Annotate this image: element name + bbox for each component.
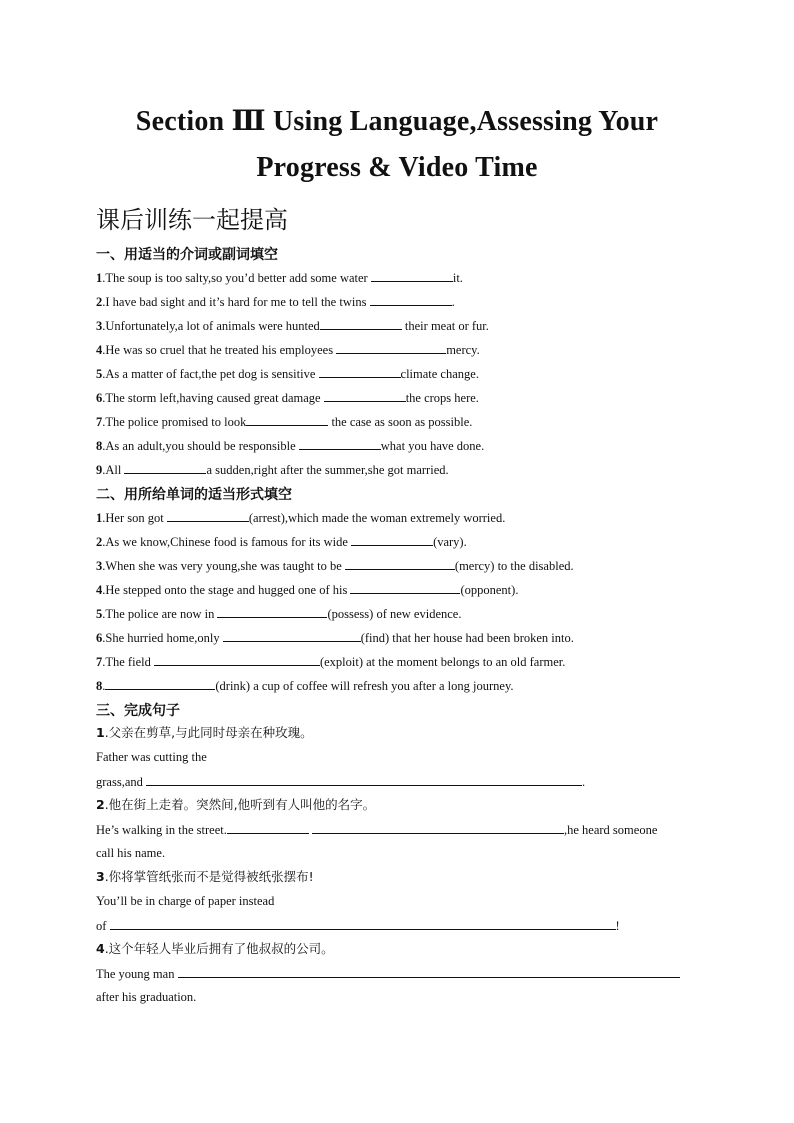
- section-heading-3: 三、完成句子: [96, 703, 180, 719]
- sentence-line: grass,and .: [96, 775, 586, 789]
- answer-blank[interactable]: [299, 437, 381, 450]
- exercise-item: 8.As an adult,you should be responsible what you have done.: [96, 439, 485, 453]
- exercise-item: 5.As a matter of fact,the pet dog is sensitive climate change.: [96, 367, 479, 381]
- exercise-item: 3.Unfortunately,a lot of animals were hunted their meat or fur.: [96, 319, 489, 333]
- answer-blank[interactable]: [312, 821, 564, 834]
- exercise-item: 1.The soup is too salty,so you’d better add some water it.: [96, 271, 463, 285]
- answer-blank[interactable]: [154, 653, 320, 666]
- page-title-line-1: Section Ⅲ Using Language,Assessing Your: [135, 106, 659, 137]
- exercise-item: 7.The field (exploit) at the moment belongs to an old farmer.: [96, 655, 566, 669]
- answer-blank[interactable]: [336, 341, 446, 354]
- answer-blank[interactable]: [370, 293, 452, 306]
- answer-blank[interactable]: [371, 269, 453, 282]
- exercise-item: 9.All a sudden,right after the summer,she got married.: [96, 463, 449, 477]
- answer-blank[interactable]: [124, 461, 206, 474]
- exercise-item: 2.As we know,Chinese food is famous for its wide (vary).: [96, 535, 467, 549]
- exercise-item: 3.When she was very young,she was taught to be (mercy) to the disabled.: [96, 559, 574, 573]
- sentence-prompt: 2.他在街上走着。突然间,他听到有人叫他的名字。: [96, 797, 376, 812]
- sentence-line: Father was cutting the: [96, 750, 207, 764]
- page-title-line-2: Progress & Video Time: [256, 152, 538, 183]
- answer-blank[interactable]: [324, 389, 406, 402]
- exercise-item: 7.The police promised to look the case as soon as possible.: [96, 415, 473, 429]
- sentence-line: after his graduation.: [96, 990, 197, 1004]
- answer-blank[interactable]: [110, 917, 616, 930]
- answer-blank[interactable]: [345, 557, 455, 570]
- sentence-line: You’ll be in charge of paper instead: [96, 894, 275, 908]
- sentence-prompt: 4.这个年轻人毕业后拥有了他叔叔的公司。: [96, 941, 334, 956]
- answer-blank[interactable]: [223, 629, 361, 642]
- sentence-prompt: 1.父亲在剪草,与此同时母亲在种玫瑰。: [96, 725, 313, 740]
- exercise-item: 4.He was so cruel that he treated his employees mercy.: [96, 343, 480, 357]
- section-heading-1: 一、用适当的介词或副词填空: [96, 247, 278, 263]
- exercise-item: 4.He stepped onto the stage and hugged one of his (opponent).: [96, 583, 519, 597]
- sentence-line: He’s walking in the street. ,he heard someone: [96, 823, 658, 837]
- answer-blank[interactable]: [227, 821, 309, 834]
- exercise-item: 1.Her son got (arrest),which made the woman extremely worried.: [96, 511, 506, 525]
- sentence-line: The young man: [96, 965, 680, 982]
- answer-blank[interactable]: [217, 605, 327, 618]
- sentence-line: call his name.: [96, 846, 166, 860]
- answer-blank[interactable]: [351, 533, 433, 546]
- sentence-prompt: 3.你将掌管纸张而不是觉得被纸张摆布!: [96, 869, 314, 884]
- exercise-item: 8. (drink) a cup of coffee will refresh you after a long journey.: [96, 679, 514, 693]
- page-subtitle: 课后训练一起提高: [96, 206, 288, 234]
- answer-blank[interactable]: [350, 581, 460, 594]
- exercise-item: 2.I have bad sight and it’s hard for me to tell the twins .: [96, 295, 455, 309]
- exercise-item: 6.The storm left,having caused great damage the crops here.: [96, 391, 479, 405]
- exercise-item: 5.The police are now in (possess) of new evidence.: [96, 607, 462, 621]
- sentence-line: of !: [96, 919, 620, 933]
- answer-blank[interactable]: [319, 365, 401, 378]
- exercise-item: 6.She hurried home,only (find) that her house had been broken into.: [96, 631, 574, 645]
- answer-blank[interactable]: [167, 509, 249, 522]
- answer-blank[interactable]: [146, 773, 582, 786]
- answer-blank[interactable]: [320, 317, 402, 330]
- answer-blank[interactable]: [105, 677, 215, 690]
- section-heading-2: 二、用所给单词的适当形式填空: [96, 487, 292, 503]
- answer-blank[interactable]: [178, 965, 680, 978]
- answer-blank[interactable]: [246, 413, 328, 426]
